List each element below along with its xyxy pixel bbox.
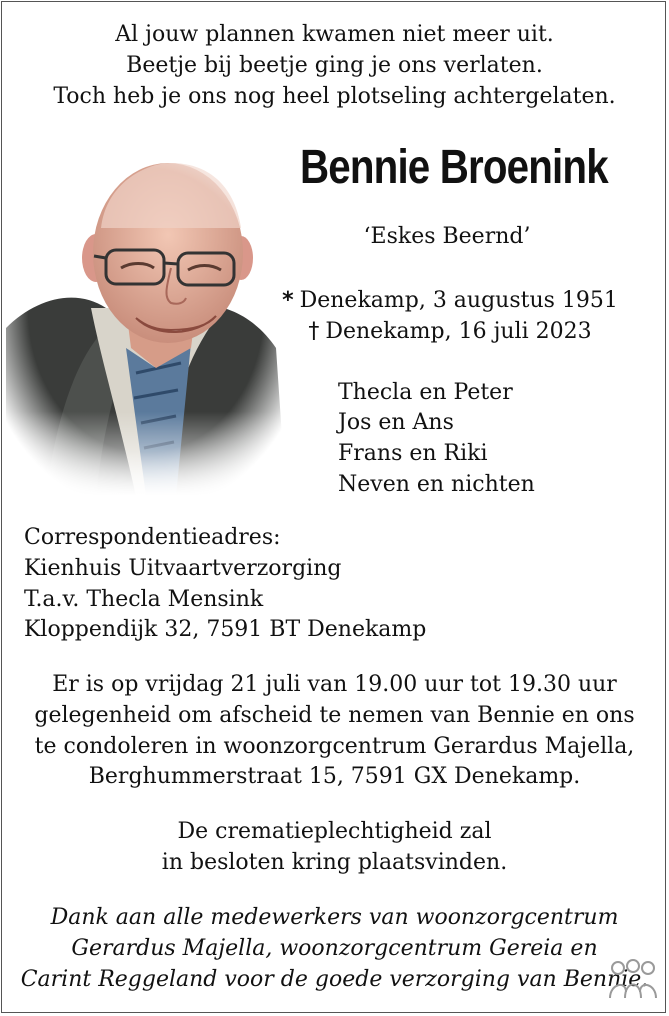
cremation-line: De crematieplechtigheid zal <box>177 819 492 844</box>
death-cross-icon: † <box>308 319 320 344</box>
farewell-line: Er is op vrijdag 21 juli van 19.00 uur tot 19.30 uur <box>52 672 617 697</box>
thanks-line: Dank aan alle medewerkers van woonzorgcentrum <box>50 905 619 930</box>
family-member: Thecla en Peter <box>338 380 513 405</box>
correspondence-line: T.a.v. Thecla Mensink <box>24 587 264 612</box>
people-logo-icon <box>606 958 660 1002</box>
deceased-nickname: ‘Eskes Beernd’ <box>363 224 531 249</box>
correspondence-line: Kloppendijk 32, 7591 BT Denekamp <box>24 617 427 642</box>
thanks-line: Gerardus Majella, woonzorgcentrum Gereia en <box>71 936 598 961</box>
farewell-line: te condoleren in woonzorgcentrum Gerardus Majella, <box>34 734 635 759</box>
family-member: Frans en Riki <box>338 441 488 466</box>
correspondence-line: Kienhuis Uitvaartverzorging <box>24 556 342 581</box>
farewell-line: gelegenheid om afscheid te nemen van Bennie en ons <box>34 703 635 728</box>
death-line <box>270 317 630 347</box>
death-date: Denekamp, 16 juli 2023 <box>325 319 592 344</box>
poem-line-2: Beetje bij beetje ging je ons verlaten. <box>126 53 543 78</box>
farewell-line: Berghummerstraat 15, 7591 GX Denekamp. <box>88 764 581 789</box>
family-member: Neven en nichten <box>338 472 535 497</box>
cremation-line: in besloten kring plaatsvinden. <box>161 850 508 875</box>
correspondence-heading: Correspondentieadres: <box>24 525 281 550</box>
family-member: Jos en Ans <box>338 410 454 435</box>
poem-line-3: Toch heb je ons nog heel plotseling achtergelaten. <box>53 84 616 109</box>
portrait-photo <box>6 158 286 496</box>
deceased-name: Bennie Broenink <box>300 141 608 194</box>
thanks-line: Carint Reggeland voor de goede verzorging van Bennie. <box>20 967 649 992</box>
birth-line <box>270 286 630 316</box>
birth-date: Denekamp, 3 augustus 1951 <box>299 288 618 313</box>
poem-line-1: Al jouw plannen kwamen niet meer uit. <box>115 22 554 47</box>
birth-star-icon: * <box>282 288 294 313</box>
